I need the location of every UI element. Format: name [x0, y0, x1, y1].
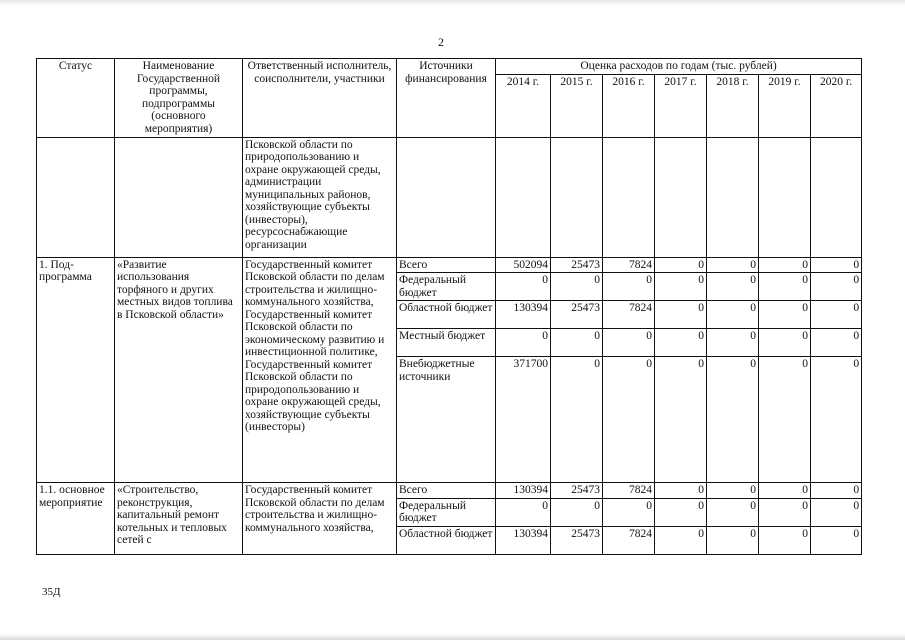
header-year: 2014 г.: [496, 74, 551, 137]
subprogram-executor: Государственный комитет Псковской области по делам строительства и жилищно-коммунального хозяйства, Государственный комитет Псковской области по экономическому развитию и инвестиционной политике, Государственный комитет Псковской области по природопользованию и охране окружающей среды, хозяйствующие субъекты (инвесторы): [243, 257, 397, 483]
amount-cell: 0: [707, 301, 759, 329]
header-year: 2017 г.: [655, 74, 707, 137]
amount-cell: 0: [707, 257, 759, 273]
amount-cell: 0: [655, 301, 707, 329]
subprogram-name: «Развитие использования торфяного и других местных видов топлива в Псковской области»: [115, 257, 243, 483]
scan-edge-bottom: [0, 634, 905, 640]
empty-cell: [37, 137, 115, 257]
amount-cell: 0: [759, 357, 811, 483]
funding-source-cell: Областной бюджет: [397, 526, 496, 554]
amount-cell: 0: [811, 483, 862, 499]
funding-source-cell: Федеральный бюджет: [397, 498, 496, 526]
empty-cell: [115, 137, 243, 257]
main-measure-row: [37, 483, 862, 499]
main-measure-name: «Строительство, реконструкция, капитальный ремонт котельных и тепловых сетей с: [115, 483, 243, 555]
empty-cell: [496, 137, 551, 257]
header-cost-estimate: Оценка расходов по годам (тыс. рублей): [496, 59, 862, 75]
amount-cell: 0: [707, 483, 759, 499]
header-year: 2020 г.: [811, 74, 862, 137]
amount-cell: 0: [759, 498, 811, 526]
amount-cell: 7824: [603, 301, 655, 329]
scan-edge-top: [0, 0, 905, 6]
amount-cell: 7824: [603, 526, 655, 554]
amount-cell: 0: [496, 329, 551, 357]
funding-source-cell: Федеральный бюджет: [397, 273, 496, 301]
empty-cell: [397, 137, 496, 257]
header-year: 2019 г.: [759, 74, 811, 137]
amount-cell: 130394: [496, 483, 551, 499]
amount-cell: 0: [759, 301, 811, 329]
amount-cell: 0: [811, 357, 862, 483]
footer-code: 35Д: [42, 586, 61, 598]
amount-cell: 0: [655, 273, 707, 301]
amount-cell: 371700: [496, 357, 551, 483]
amount-cell: 0: [707, 329, 759, 357]
funding-source-cell: Всего: [397, 257, 496, 273]
amount-cell: 0: [811, 329, 862, 357]
empty-cell: [551, 137, 603, 257]
amount-cell: 0: [811, 301, 862, 329]
amount-cell: 0: [603, 273, 655, 301]
header-row-1: [37, 59, 862, 75]
funding-source-cell: Местный бюджет: [397, 329, 496, 357]
continuation-row: [37, 137, 862, 257]
funding-source-cell: Внебюджетные источники: [397, 357, 496, 483]
header-year: 2016 г.: [603, 74, 655, 137]
main-measure-executor: Государственный комитет Псковской области по делам строительства и жилищно-коммунального хозяйства,: [243, 483, 397, 555]
header-funding-source: Источники финансирования: [397, 59, 496, 138]
page-number: 2: [438, 35, 444, 49]
budget-table: [36, 58, 862, 555]
amount-cell: 0: [759, 483, 811, 499]
amount-cell: 0: [707, 526, 759, 554]
funding-source-cell: Всего: [397, 483, 496, 499]
amount-cell: 130394: [496, 526, 551, 554]
amount-cell: 0: [759, 329, 811, 357]
empty-cell: [811, 137, 862, 257]
amount-cell: 0: [551, 329, 603, 357]
amount-cell: 0: [707, 498, 759, 526]
amount-cell: 0: [655, 526, 707, 554]
amount-cell: 25473: [551, 526, 603, 554]
continuation-executor: Псковской области по природопользованию и охране окружающей среды, администрации муниципальных районов, хозяйствующие субъекты (инвесторы), ресурсоснабжающие организации: [243, 137, 397, 257]
header-program-name: Наименование Государственной программы, подпрограммы (основного мероприятия): [115, 59, 243, 138]
amount-cell: 0: [707, 357, 759, 483]
subprogram-status: 1. Под-программа: [37, 257, 115, 483]
amount-cell: 0: [759, 526, 811, 554]
funding-source-cell: Областной бюджет: [397, 301, 496, 329]
amount-cell: 25473: [551, 301, 603, 329]
amount-cell: 0: [655, 483, 707, 499]
amount-cell: 0: [603, 357, 655, 483]
amount-cell: 0: [603, 498, 655, 526]
amount-cell: 7824: [603, 483, 655, 499]
subprogram-row: [37, 257, 862, 273]
amount-cell: 0: [759, 257, 811, 273]
amount-cell: 7824: [603, 257, 655, 273]
amount-cell: 0: [811, 257, 862, 273]
amount-cell: 0: [759, 273, 811, 301]
header-status: Статус: [37, 59, 115, 138]
amount-cell: 0: [811, 526, 862, 554]
amount-cell: 0: [655, 329, 707, 357]
amount-cell: 25473: [551, 483, 603, 499]
amount-cell: 502094: [496, 257, 551, 273]
header-year: 2015 г.: [551, 74, 603, 137]
amount-cell: 0: [655, 257, 707, 273]
empty-cell: [759, 137, 811, 257]
amount-cell: 0: [811, 273, 862, 301]
empty-cell: [655, 137, 707, 257]
amount-cell: 0: [551, 357, 603, 483]
amount-cell: 0: [655, 357, 707, 483]
amount-cell: 0: [496, 498, 551, 526]
header-executor: Ответственный исполнитель, соисполнители, участники: [243, 59, 397, 138]
amount-cell: 0: [603, 329, 655, 357]
amount-cell: 0: [551, 498, 603, 526]
amount-cell: 25473: [551, 257, 603, 273]
main-measure-status: 1.1. основное мероприятие: [37, 483, 115, 555]
amount-cell: 0: [707, 273, 759, 301]
empty-cell: [707, 137, 759, 257]
amount-cell: 0: [496, 273, 551, 301]
amount-cell: 130394: [496, 301, 551, 329]
amount-cell: 0: [811, 498, 862, 526]
empty-cell: [603, 137, 655, 257]
header-year: 2018 г.: [707, 74, 759, 137]
amount-cell: 0: [655, 498, 707, 526]
amount-cell: 0: [551, 273, 603, 301]
